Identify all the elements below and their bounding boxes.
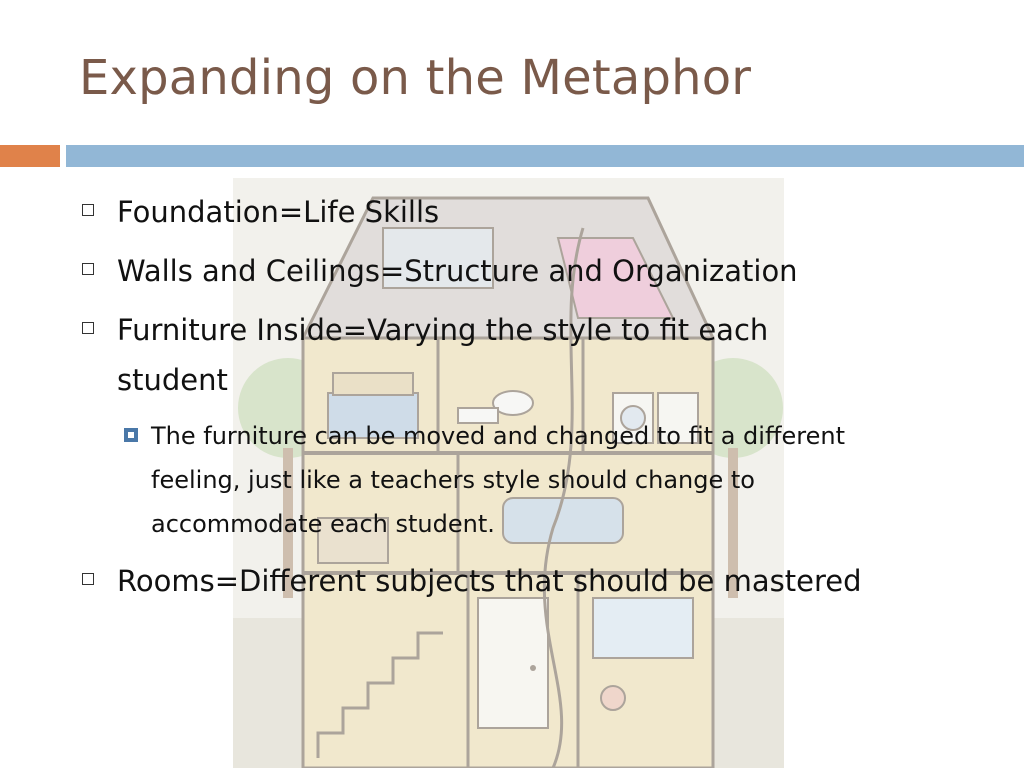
bullet-text: Walls and Ceilings=Structure and Organization xyxy=(117,254,798,288)
bullet-item xyxy=(82,246,962,296)
bullet-item xyxy=(82,556,962,606)
square-bullet-icon xyxy=(82,322,94,334)
bullet-item xyxy=(82,187,962,237)
bullet-text: Furniture Inside=Varying the style to fit each student xyxy=(117,313,769,397)
sub-bullet-item xyxy=(124,414,884,546)
slide-title: Expanding on the Metaphor xyxy=(79,50,752,106)
square-bullet-icon xyxy=(82,263,94,275)
sub-bullet-text: The furniture can be moved and changed to fit a different feeling, just like a teachers style should change to accommodate each student. xyxy=(151,422,845,538)
bullet-text: Rooms=Different subjects that should be mastered xyxy=(117,564,862,598)
bullet-text: Foundation=Life Skills xyxy=(117,195,440,229)
bullet-item xyxy=(82,305,882,405)
square-bullet-icon xyxy=(82,204,94,216)
square-bullet-icon xyxy=(82,573,94,585)
filled-square-bullet-icon xyxy=(124,428,138,442)
